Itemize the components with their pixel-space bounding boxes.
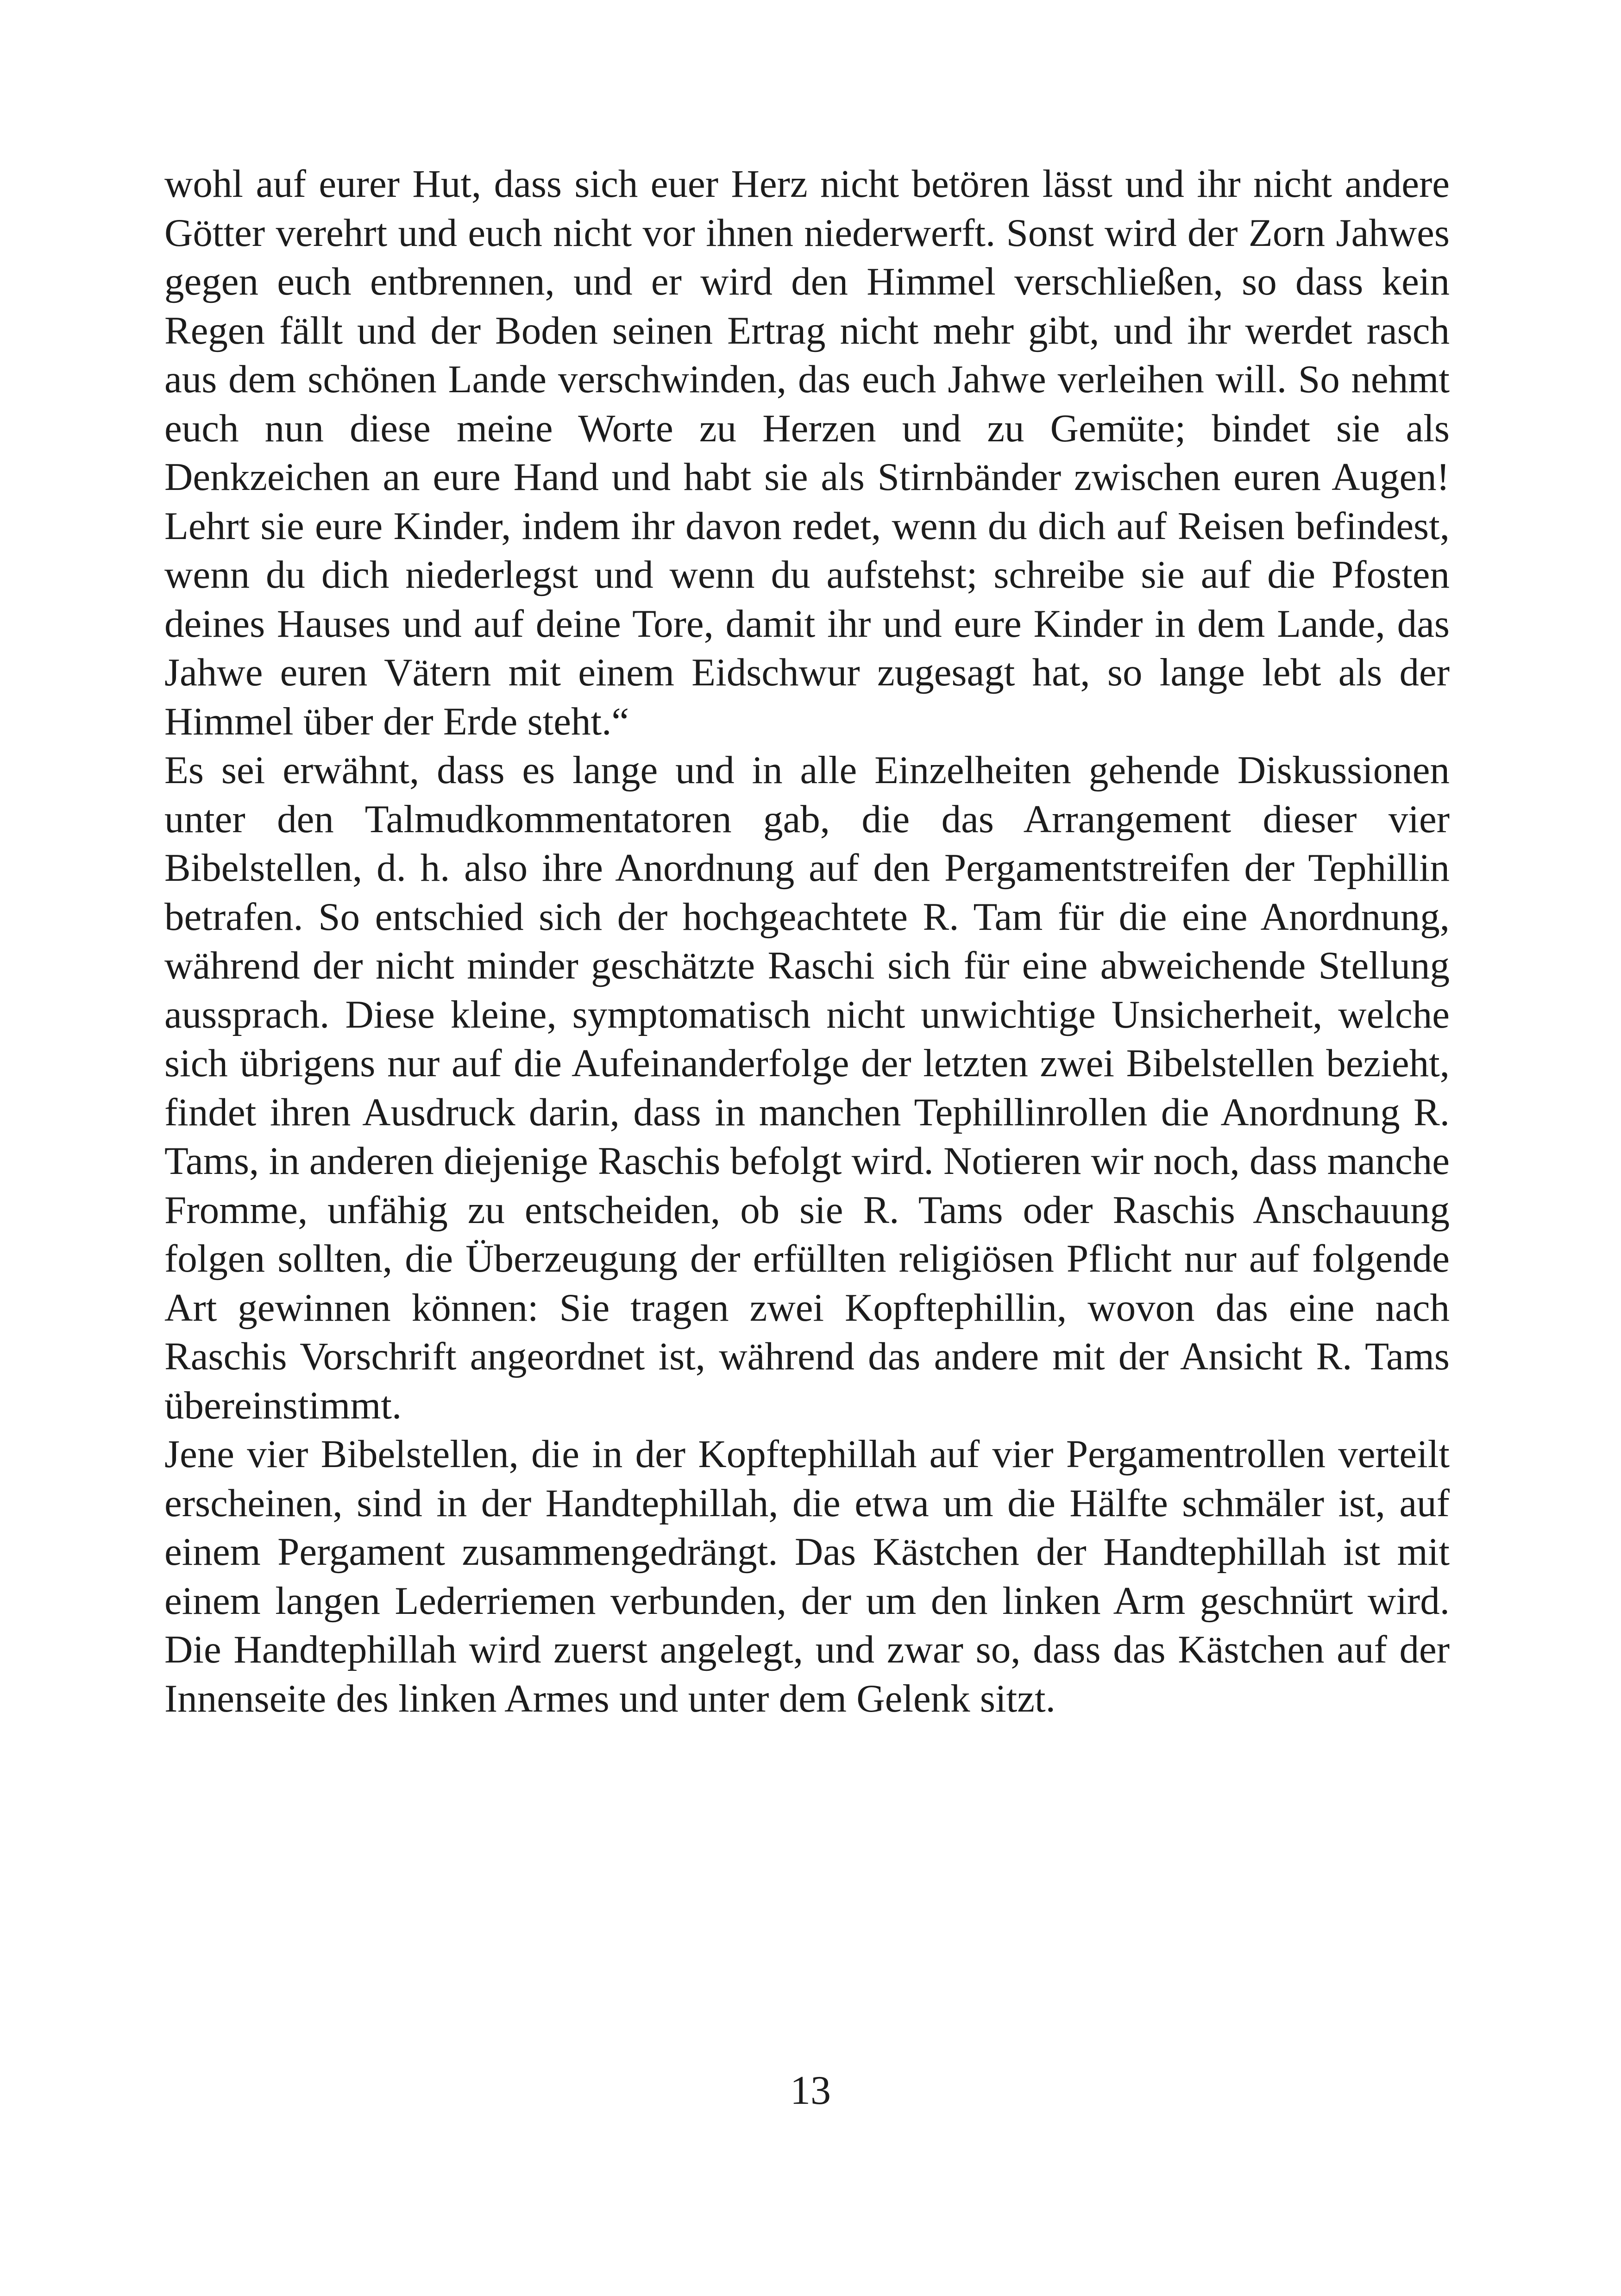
paragraph-1: wohl auf eurer Hut, dass sich euer Herz nicht betören lässt und ihr nicht andere Götter verehrt und euch nicht vor ihnen niederwerft. Sonst wird der Zorn Jahwes gegen euch entbrennen, und er wird den Himmel verschließen, so dass kein Regen fällt und der Boden seinen Ertrag nicht mehr gibt, und ihr werdet rasch aus dem schönen Lande verschwinden, das euch Jahwe verleihen will. So nehmt euch nun diese meine Worte zu Herzen und zu Gemüte; bindet sie als Denkzeichen an eure Hand und habt sie als Stirnbänder zwischen euren Augen! Lehrt sie eure Kinder, indem ihr davon redet, wenn du dich auf Reisen befindest, wenn du dich niederlegst und wenn du aufstehst; schreibe sie auf die Pfosten deines Hauses und auf deine Tore, damit ihr und eure Kinder in dem Lande, das Jahwe euren Vätern mit einem Eidschwur zugesagt hat, so lange lebt als der Himmel über der Erde steht.“ [164, 162, 1450, 743]
paragraph-2: Es sei erwähnt, dass es lange und in alle Einzelheiten gehende Diskussionen unter den Talmudkommentatoren gab, die das Arrangement dieser vier Bibelstellen, d. h. also ihre Anordnung auf den Pergamentstreifen der Tephillin betrafen. So entschied sich der hochgeachtete R. Tam für die eine Anordnung, während der nicht minder geschätzte Raschi sich für eine abweichende Stellung aussprach. Diese kleine, symptomatisch nicht unwichtige Unsicherheit, welche sich übrigens nur auf die Aufeinanderfolge der letzten zwei Bibelstellen bezieht, findet ihren Ausdruck darin, dass in manchen Tephillinrollen die Anordnung R. Tams, in anderen diejenige Raschis befolgt wird. Notieren wir noch, dass manche Fromme, unfähig zu entscheiden, ob sie R. Tams oder Raschis Anschauung folgen sollten, die Überzeugung der erfüllten religiösen Pflicht nur auf folgende Art gewinnen können: Sie tragen zwei Kopftephillin, wovon das eine nach Raschis Vorschrift angeordnet ist, während das andere mit der Ansicht R. Tams übereinstimmt. [164, 748, 1450, 1427]
body-text [164, 160, 1450, 1723]
paragraph-3: Jene vier Bibelstellen, die in der Kopftephillah auf vier Pergamentrollen verteilt erscheinen, sind in der Handtephillah, die etwa um die Hälfte schmäler ist, auf einem Pergament zusammengedrängt. Das Kästchen der Handtephillah ist mit einem langen Lederriemen verbunden, der um den linken Arm geschnürt wird. Die Handtephillah wird zuerst angelegt, und zwar so, dass das Kästchen auf der Innenseite des linken Armes und unter dem Gelenk sitzt. [164, 1432, 1450, 1720]
page-number: 13 [790, 2068, 831, 2113]
